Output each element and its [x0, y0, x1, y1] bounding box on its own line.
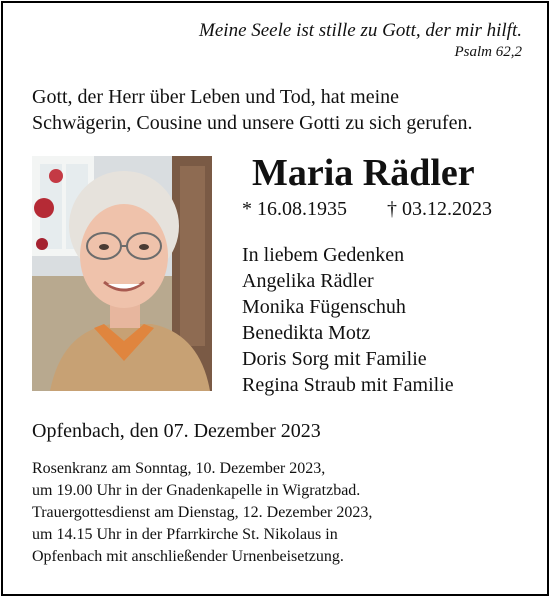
- portrait-illustration: [32, 156, 212, 391]
- service-line: Trauergottesdienst am Dienstag, 12. Dezember 2023,: [32, 504, 373, 521]
- quote-reference: Psalm 62,2: [454, 44, 522, 60]
- deceased-name: Maria Rädler: [252, 152, 475, 194]
- place-date: Opfenbach, den 07. Dezember 2023: [32, 420, 321, 442]
- service-line: um 19.00 Uhr in der Gnadenkapelle in Wigratzbad.: [32, 482, 361, 499]
- mourner-name: Doris Sorg mit Familie: [242, 348, 427, 370]
- service-line: Rosenkranz am Sonntag, 10. Dezember 2023,: [32, 460, 326, 477]
- portrait-photo: [32, 156, 212, 391]
- intro-line: Gott, der Herr über Leben und Tod, hat meine: [32, 86, 400, 108]
- service-line: um 14.15 Uhr in der Pfarrkirche St. Nikolaus in: [32, 526, 338, 543]
- intro-line: Schwägerin, Cousine und unsere Gotti zu sich gerufen.: [32, 112, 473, 134]
- service-details: [32, 458, 522, 568]
- quote-text: Meine Seele ist stille zu Gott, der mir hilft.: [199, 20, 522, 41]
- mourner-name: Angelika Rädler: [242, 270, 374, 292]
- mourner-name: Monika Fügenschuh: [242, 296, 406, 318]
- mourner-name: Benedikta Motz: [242, 322, 371, 344]
- mourners-list: [242, 242, 454, 398]
- death-date: † 03.12.2023: [387, 198, 492, 220]
- bible-quote: [199, 20, 522, 62]
- birth-date: * 16.08.1935: [242, 198, 347, 220]
- service-line: Opfenbach mit anschließender Urnenbeisetzung.: [32, 548, 344, 565]
- intro-text: [32, 84, 522, 136]
- mourners-heading: In liebem Gedenken: [242, 244, 405, 266]
- mourner-name: Regina Straub mit Familie: [242, 374, 454, 396]
- life-dates: [242, 196, 492, 222]
